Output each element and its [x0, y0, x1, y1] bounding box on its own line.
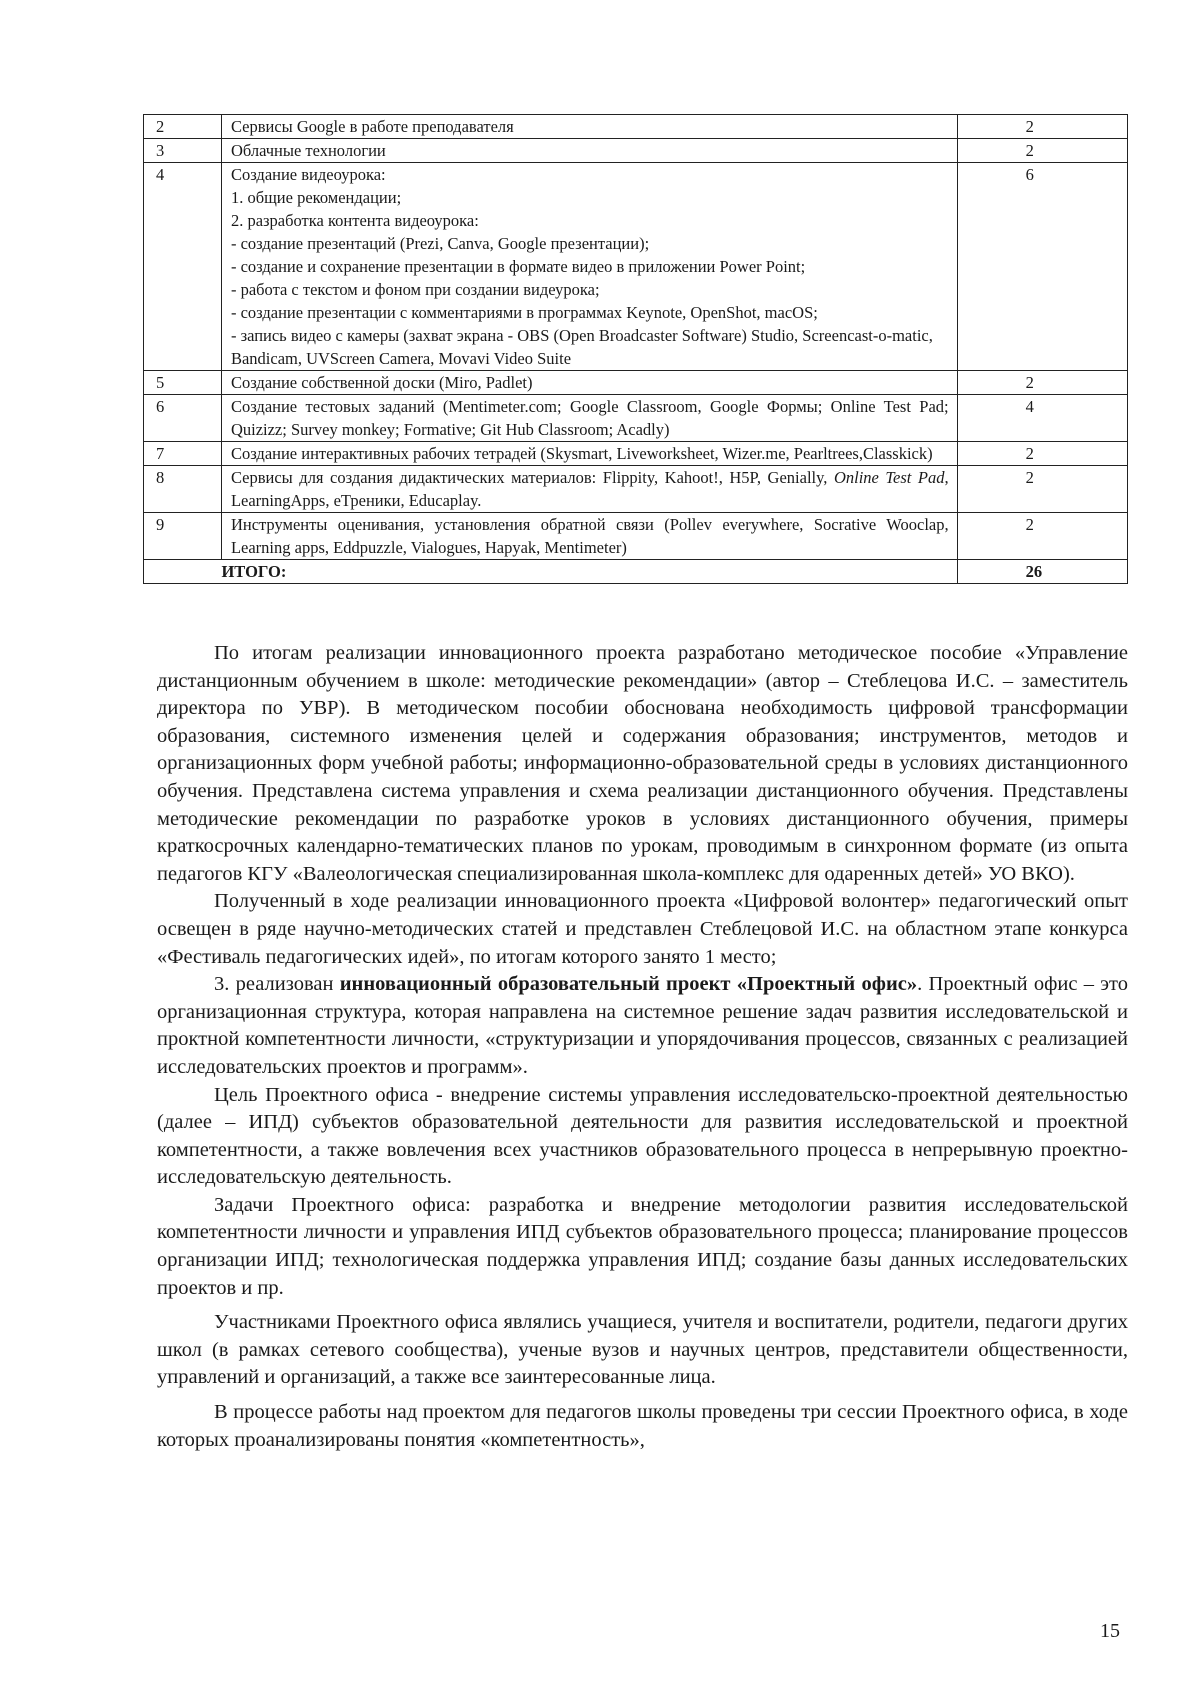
paragraph: Участниками Проектного офиса являлись учащиеся, учителя и воспитатели, родители, педагоги других школ (в рамках сетевого сообщества), ученые вузов и научных центров, представители общественности, управлений и организаций, а также все заинтересованные лица.	[157, 1311, 1128, 1389]
row-number: 5	[144, 371, 222, 395]
topic-line: Создание видеоурока:	[230, 165, 386, 184]
row-topic: Сервисы Google в работе преподавателя	[221, 115, 957, 139]
course-programme-table	[143, 114, 1128, 584]
row-hours: 4	[957, 395, 1127, 442]
row-hours: 2	[957, 371, 1127, 395]
table-total-row	[144, 560, 1128, 584]
row-topic: Инструменты оценивания, установления обратной связи (Pollev everywhere, Socrative Wooclap, Learning apps, Eddpuzzle, Vialogues, Hapyak, Mentimeter)	[221, 513, 957, 560]
body-text	[157, 640, 1128, 1454]
table-row	[144, 395, 1128, 442]
row-hours: 2	[957, 115, 1127, 139]
row-hours: 2	[957, 466, 1127, 513]
paragraph	[157, 971, 1128, 1081]
paragraph: По итогам реализации инновационного проекта разработано методическое пособие «Управление дистанционным обучением в школе: методические рекомендации» (автор – Стеблецова И.С. – заместитель директора по УВР). В методическом пособии обоснована необходимость цифровой трансформации образования, системного изменения целей и содержания образования; инструментов, методов и организационных форм учебной работы; информационно-образовательной среды в условиях дистанционного обучения. Представлена система управления и схема реализации дистанционного обучения. Представлены методические рекомендации по разработке уроков в условиях дистанционного обучения, примеры краткосрочных календарно-тематических планов по урокам, проводимым в синхронном формате (из опыта педагогов КГУ «Валеологическая специализированная школа-комплекс для одаренных детей» УО ВКО).	[157, 642, 1128, 885]
row-topic: Создание собственной доски (Miro, Padlet)	[221, 371, 957, 395]
row-number: 8	[144, 466, 222, 513]
row-hours: 2	[957, 442, 1127, 466]
table-row	[144, 442, 1128, 466]
topic-line: - создание презентаций (Prezi, Canva, Google презентации);	[230, 234, 650, 253]
topic-line: - работа с текстом и фоном при создании видеурока;	[230, 280, 600, 299]
project-name-bold: инновационный образовательный проект «Проектный офис»	[339, 973, 918, 996]
row-topic: Создание тестовых заданий (Mentimeter.com; Google Classroom, Google Формы; Online Test Pad; Quizizz; Survey monkey; Formative; Git Hub Classroom; Acadly)	[221, 395, 957, 442]
table-row	[144, 139, 1128, 163]
row-number: 6	[144, 395, 222, 442]
topic-line: - запись видео с камеры (захват экрана - OBS (Open Broadcaster Software) Studio, Screencast-o-matic, Bandicam, UVScreen Camera, Movavi Video Suite	[230, 326, 933, 368]
row-number: 7	[144, 442, 222, 466]
row-hours: 2	[957, 513, 1127, 560]
table-row	[144, 513, 1128, 560]
topic-line: - создание презентации с комментариями в программах Keynote, OpenShot, macOS;	[230, 303, 818, 322]
topic-line: 1. общие рекомендации;	[230, 188, 402, 207]
total-hours: 26	[957, 560, 1127, 584]
paragraph: Цель Проектного офиса - внедрение системы управления исследовательско-проектной деятельностью (далее – ИПД) субъектов образовательной деятельности для развития исследовательской и проектной компетентности, а также вовлечения всех участников образовательного процесса в непрерывную проектно-исследовательскую деятельность.	[157, 1083, 1128, 1189]
row-topic	[221, 163, 957, 371]
row-hours: 2	[957, 139, 1127, 163]
paragraph-rest: . Проектный офис – это организационная структура, которая направлена на системное решение задач развития исследовательской и проктной компетентности личности, «структуризации и упорядочивания процессов, связанных с реализацией исследовательских проектов и программ».	[157, 973, 1128, 1078]
total-empty-cell	[144, 560, 222, 584]
topic-text: Сервисы для создания дидактических материалов: Flippity, Kahoot!, H5P, Genially,	[230, 468, 834, 487]
total-label: ИТОГО:	[221, 560, 957, 584]
paragraph-lead: 3. реализован	[214, 973, 340, 996]
table-row	[144, 466, 1128, 513]
row-number: 9	[144, 513, 222, 560]
paragraph: В процессе работы над проектом для педагогов школы проведены три сессии Проектного офиса, в ходе которых проанализированы понятия «компетентность»,	[157, 1401, 1128, 1451]
table-row	[144, 115, 1128, 139]
row-number: 2	[144, 115, 222, 139]
table-row	[144, 371, 1128, 395]
topic-text: , LearningApps, eТреники, Educaplay.	[230, 468, 949, 510]
paragraph: Задачи Проектного офиса: разработка и внедрение методологии развития исследовательской компетентности личности и управления ИПД субъектов образовательного процесса; планирование процессов организации ИПД; технологическая поддержка управления ИПД; создание базы данных исследовательских проектов и пр.	[157, 1193, 1128, 1299]
topic-text-italic: Online Test Pad	[833, 468, 945, 487]
row-hours: 6	[957, 163, 1127, 371]
row-number: 3	[144, 139, 222, 163]
table-row	[144, 163, 1128, 371]
row-number: 4	[144, 163, 222, 371]
row-topic: Облачные технологии	[221, 139, 957, 163]
row-topic	[221, 466, 957, 513]
page-number: 15	[1100, 1620, 1120, 1642]
paragraph: Полученный в ходе реализации инновационного проекта «Цифровой волонтер» педагогический опыт освещен в ряде научно-методических статей и представлен Стеблецовой И.С. на областном этапе конкурса «Фестиваль педагогических идей», по итогам которого занято 1 место;	[157, 890, 1128, 968]
topic-line: - создание и сохранение презентации в формате видео в приложении Power Point;	[230, 257, 806, 276]
topic-line: 2. разработка контента видеоурока:	[230, 211, 479, 230]
row-topic: Создание интерактивных рабочих тетрадей (Skysmart, Liveworksheet, Wizer.me, Pearltrees,Classkick)	[221, 442, 957, 466]
